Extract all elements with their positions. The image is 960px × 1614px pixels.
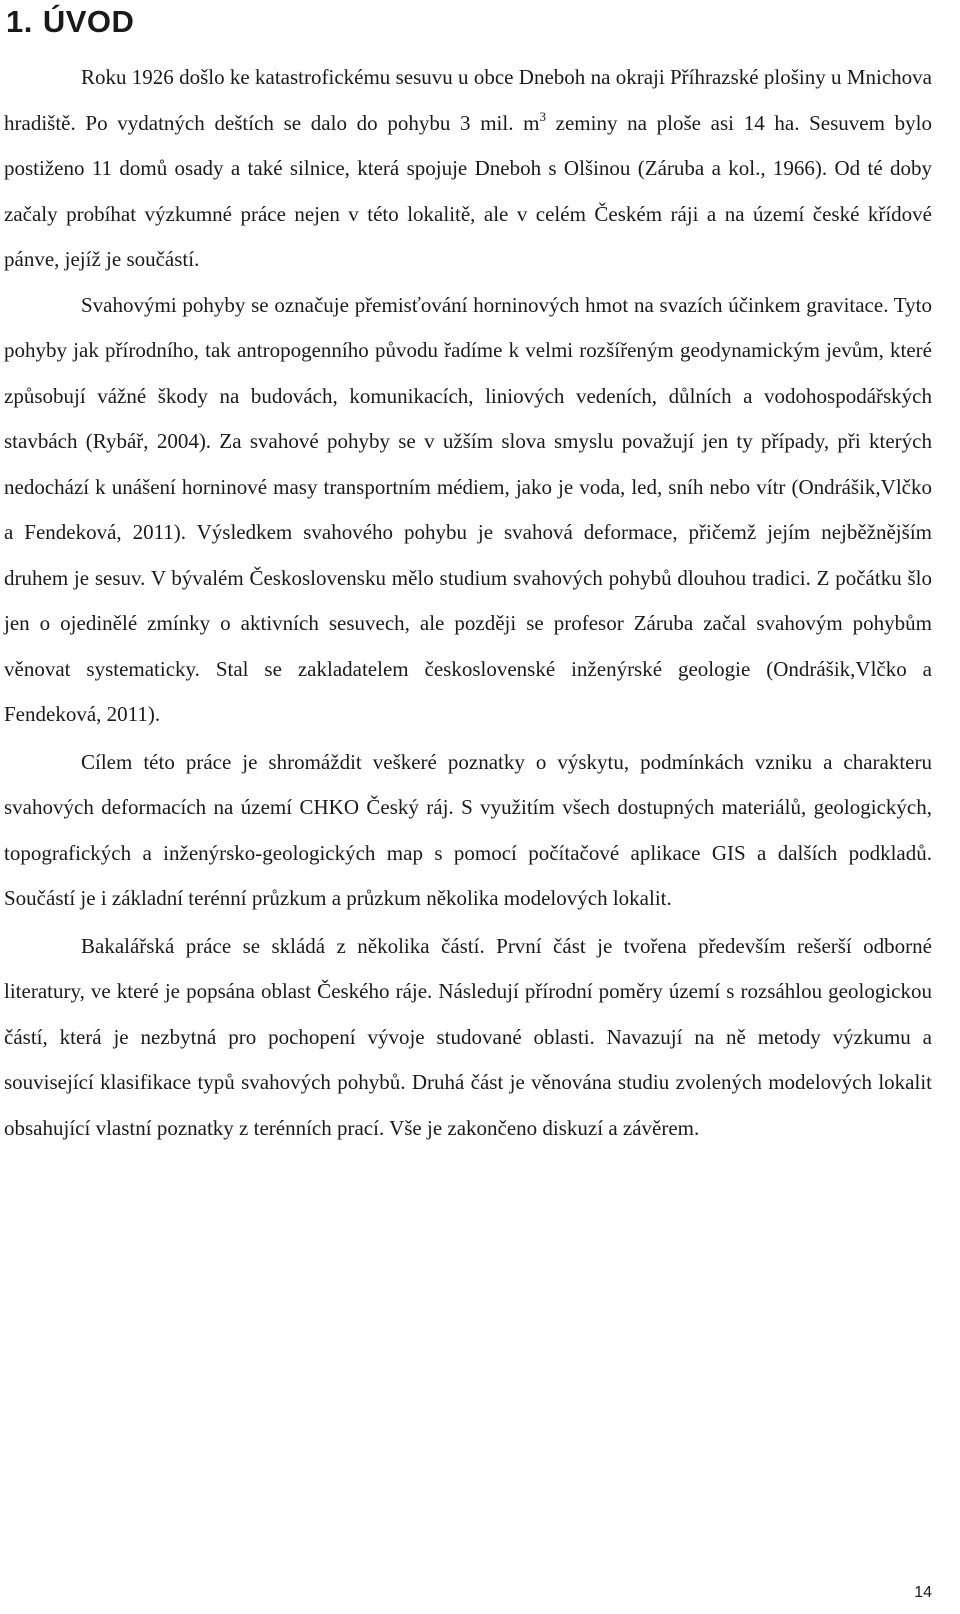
- paragraph-3: Cílem této práce je shromáždit veškeré poznatky o výskytu, podmínkách vzniku a charakteru svahových deformacích na území CHKO Český ráj. S využitím všech dostupných materiálů, geologických, topografických a inženýrsko-geologických map s pomocí počítačové aplikace GIS a dalších podkladů. Součástí je i základní terénní průzkum a průzkum několika modelových lokalit.: [4, 749, 932, 910]
- section-title: ÚVOD: [42, 4, 135, 39]
- body-text: [4, 55, 932, 1151]
- paragraph-2: Svahovými pohyby se označuje přemisťování horninových hmot na svazích účinkem gravitace. Tyto pohyby jak přírodního, tak antropogenního původu řadíme k velmi rozšířeným geodynamickým jevům, které způsobují vážné škody na budovách, komunikacích, liniových vedeních, důlních a vodohospodářských stavbách (Rybář, 2004). Za svahové pohyby se v užším slova smyslu považují jen ty případy, při kterých nedochází k unášení horninové masy transportním médiem, jako je voda, led, sníh nebo vítr (Ondrášik,Vlčko a Fendeková, 2011). Výsledkem svahového pohybu je svahová deformace, přičemž jejím nejběžnějším druhem je sesuv. V bývalém Československu mělo studium svahových pohybů dlouhou tradici. Z počátku šlo jen o ojedinělé zmínky o aktivních sesuvech, ale později se profesor Záruba začal svahovým pohybům věnovat systematicky. Stal se zakladatelem československé inženýrské geologie (Ondrášik,Vlčko a Fendeková, 2011).: [4, 292, 932, 726]
- paragraph-1-text-a: Roku 1926 došlo ke katastrofickému sesuvu u obce Dneboh na okraji Příhrazské plošiny u Mnichova hradiště. Po vydatných deštích se dalo do pohybu 3 mil. m: [4, 65, 932, 135]
- section-number: 1.: [6, 4, 33, 39]
- section-heading: [6, 2, 134, 42]
- paragraph-1: [4, 55, 932, 283]
- paragraph-4: Bakalářská práce se skládá z několika částí. První část je tvořena především rešerší odborné literatury, ve které je popsána oblast Českého ráje. Následují přírodní poměry území s rozsáhlou geologickou částí, která je nezbytná pro pochopení vývoje studované oblasti. Navazují na ně metody výzkumu a související klasifikace typů svahových pohybů. Druhá část je věnována studiu zvolených modelových lokalit obsahující vlastní poznatky z terénních prací. Vše je zakončeno diskuzí a závěrem.: [4, 933, 932, 1140]
- superscript-cubic: 3: [539, 108, 546, 124]
- paragraph-1-text-b: zeminy na ploše asi 14 ha. Sesuvem bylo postiženo 11 domů osady a také silnice, která spojuje Dneboh s Olšinou (Záruba a kol., 1966). Od té doby začaly probíhat výzkumné práce nejen v této lokalitě, ale v celém Českém ráji a na území české křídové pánve, jejíž je součástí.: [4, 110, 932, 271]
- page-number: 14: [914, 1584, 932, 1601]
